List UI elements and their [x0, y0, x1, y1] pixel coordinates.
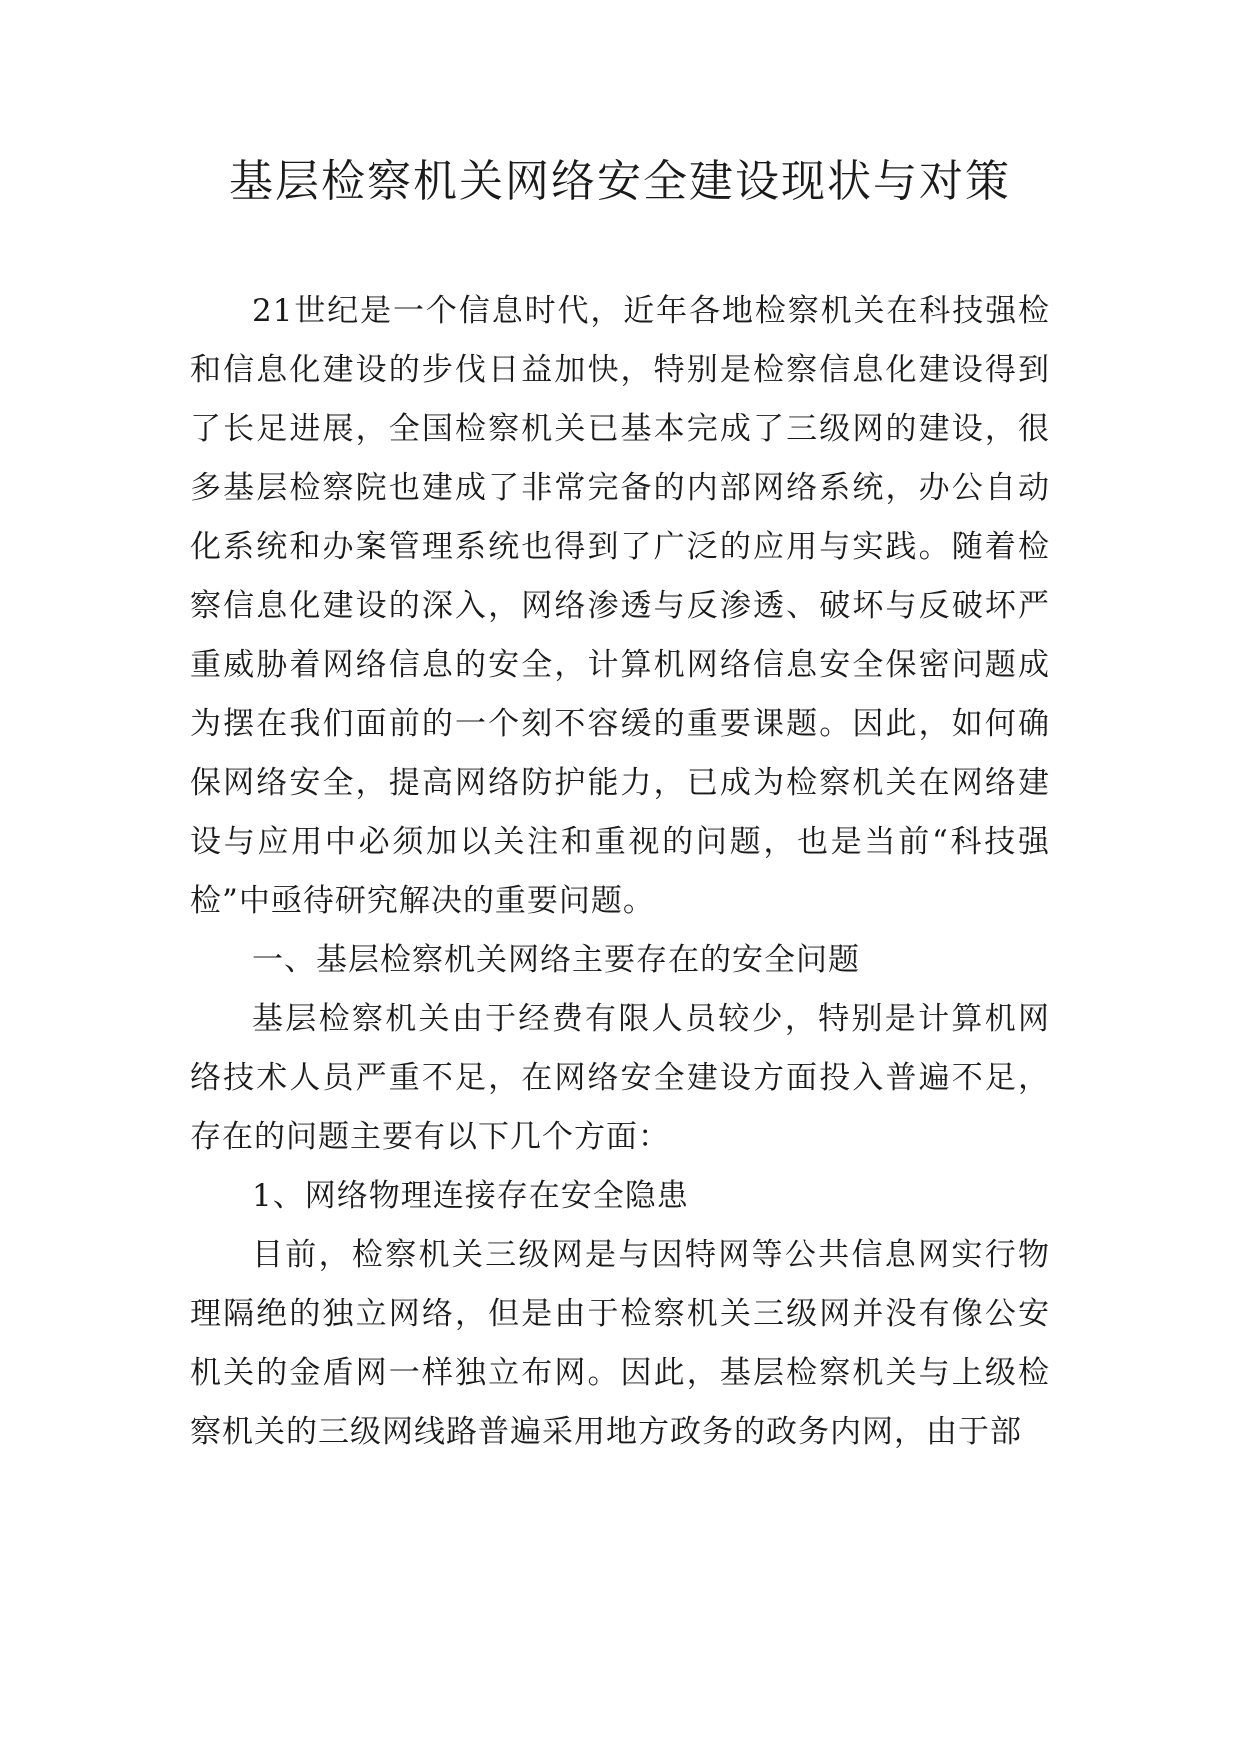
subsection-paragraph: 目前，检察机关三级网是与因特网等公共信息网实行物理隔绝的独立网络，但是由于检察机关三级网并没有像公安机关的金盾网一样独立布网。因此，基层检察机关与上级检察机关的三级网线路普遍采用地方政务的政务内网，由于部 [190, 1237, 1050, 1450]
subsection-heading: 1、网络物理连接存在安全隐患 [252, 1178, 689, 1214]
section-paragraph: 基层检察机关由于经费有限人员较少，特别是计算机网络技术人员严重不足，在网络安全建设方面投入普遍不足，存在的问题主要有以下几个方面： [190, 1001, 1050, 1155]
intro-paragraph: 21世纪是一个信息时代，近年各地检察机关在科技强检和信息化建设的步伐日益加快，特别是检察信息化建设得到了长足进展，全国检察机关已基本完成了三级网的建设，很多基层检察院也建成了非常完备的内部网络系统，办公自动化系统和办案管理系统也得到了广泛的应用与实践。随着检察信息化建设的深入，网络渗透与反渗透、破坏与反破坏严重威胁着网络信息的安全，计算机网络信息安全保密问题成为摆在我们面前的一个刻不容缓的重要课题。因此，如何确保网络安全，提高网络防护能力，已成为检察机关在网络建设与应用中必须加以关注和重视的问题，也是当前“科技强检”中亟待研究解决的重要问题。 [190, 293, 1050, 919]
document-title: 基层检察机关网络安全建设现状与对策 [229, 156, 1011, 207]
section-heading: 一、基层检察机关网络主要存在的安全问题 [252, 942, 860, 978]
document-body [190, 282, 1050, 1462]
